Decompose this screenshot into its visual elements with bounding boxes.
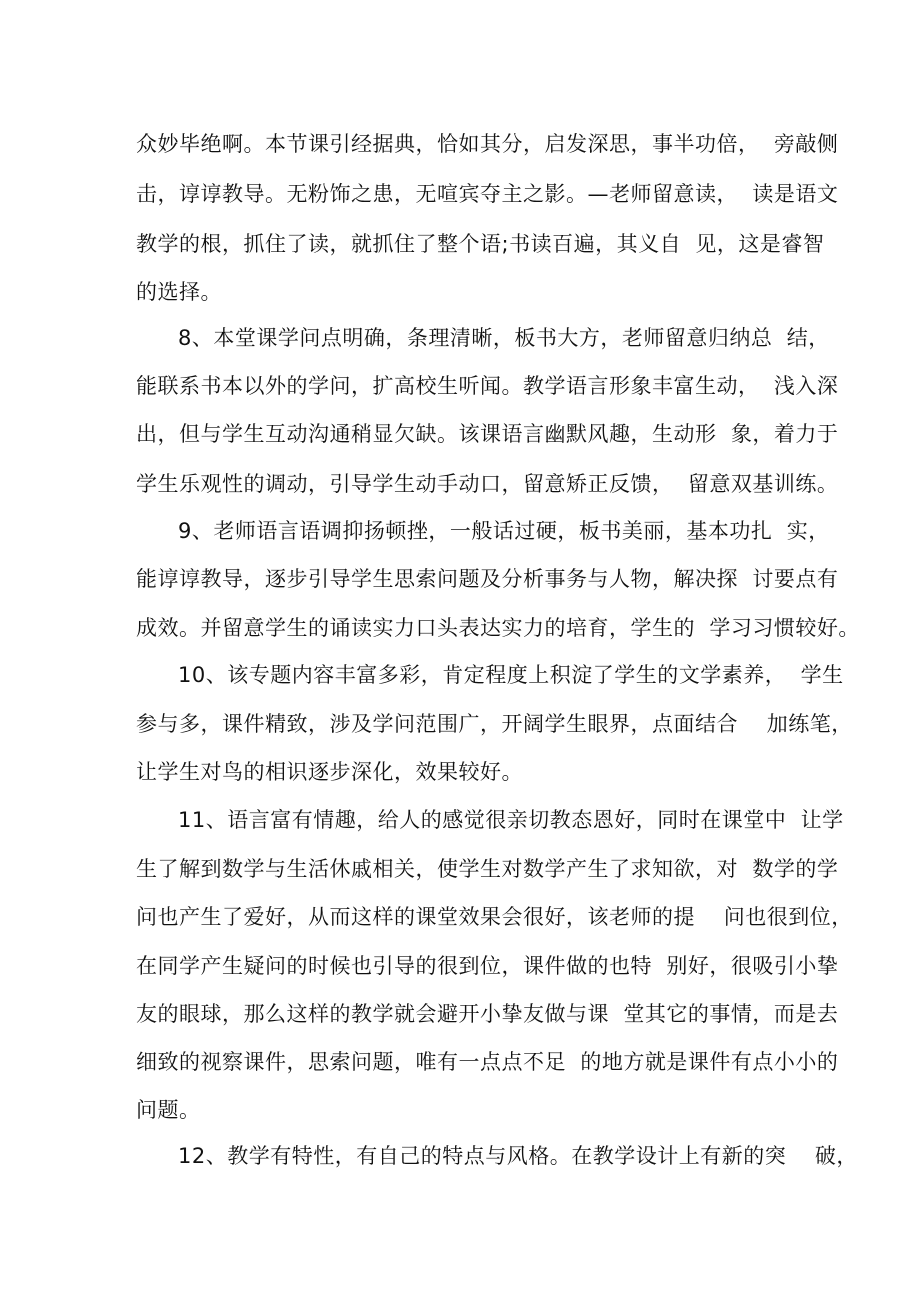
text-line: 11、语言富有情趣，给人的感觉很亲切教态恩好，同时在课堂中 让学 [178,808,844,832]
text-line: 友的眼球，那么这样的教学就会避开小挚友做与课 堂其它的事情，而是去 [136,1002,839,1026]
text-line: 问题。 [136,1098,201,1122]
text-line: 成效。并留意学生的诵读实力口头表达实力的培育，学生的 学习习惯较好。 [136,616,860,640]
text-line: 参与多，课件精致，涉及学问范围广，开阔学生眼界，点面结合 加练笔， [136,712,853,736]
text-line: 10、该专题内容丰富多彩，肯定程度上积淀了学生的文学素养， 学生 [178,663,844,687]
text-line: 能联系书本以外的学问，扩高校生听闻。教学语言形象丰富生动， 浅入深 [136,374,839,398]
text-line: 让学生对鸟的相识逐步深化，效果较好。 [136,760,523,784]
text-line: 教学的根，抓住了读，就抓住了整个语;书读百遍，其义自 见，这是睿智 [136,232,825,256]
text-line: 出，但与学生互动沟通稍显欠缺。该课语言幽默风趣，生动形 象，着力于 [136,422,839,446]
text-line: 生了解到数学与生活休戚相关，使学生对数学产生了求知欲，对 数学的学 [136,857,839,881]
text-line: 细致的视察课件，思索问题，唯有一点点不足 的地方就是课件有点小小的 [136,1050,839,1074]
text-line: 在同学产生疑问的时候也引导的很到位，课件做的也特 别好，很吸引小挚 [136,954,839,978]
text-line: 能谆谆教导，逐步引导学生思索问题及分析事务与人物，解决探 讨要点有 [136,567,839,591]
text-line: 的选择。 [136,280,222,304]
text-line: 8、本堂课学问点明确，条理清晰，板书大方，老师留意归纳总 结， [178,326,830,350]
text-line: 众妙毕绝啊。本节课引经据典，恰如其分，启发深思，事半功倍， 旁敲侧 [136,132,839,156]
text-line: 9、老师语言语调抑扬顿挫，一般话过硬，板书美丽，基本功扎 实， [178,519,830,543]
text-line: 学生乐观性的调动，引导学生动手动口，留意矫正反馈， 留意双基训练。 [136,472,839,496]
text-line: 12、教学有特性，有自己的特点与风格。在教学设计上有新的突 破， [178,1144,858,1168]
text-line: 问也产生了爱好，从而这样的课堂效果会很好，该老师的提 问也很到位， [136,905,853,929]
text-line: 击，谆谆教导。无粉饰之患，无喧宾夺主之影。—老师留意读， 读是语文 [136,182,839,206]
